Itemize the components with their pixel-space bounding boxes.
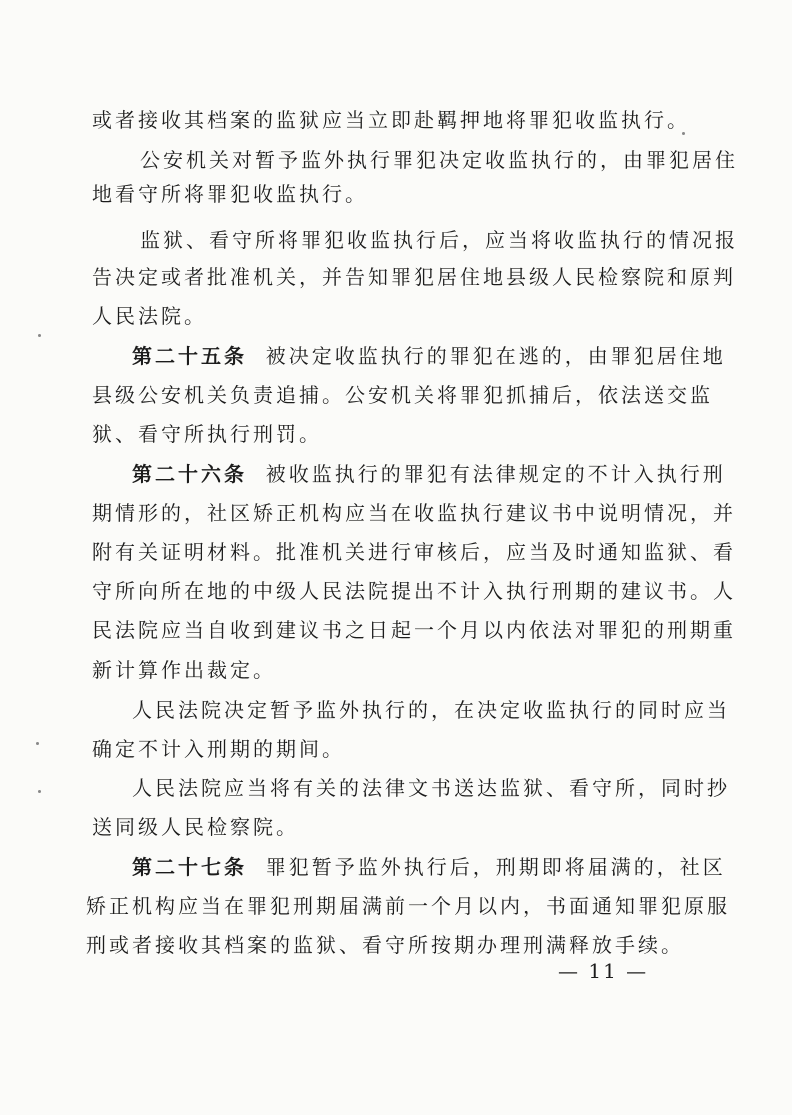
scan-speck (36, 742, 39, 745)
text-line: 告决定或者批准机关，并告知罪犯居住地县级人民检察院和原判 (92, 265, 736, 289)
scan-speck (38, 334, 41, 337)
text-line: 矫正机构应当在罪犯刑期届满前一个月以内，书面通知罪犯原服 (86, 894, 730, 918)
text-line: 县级公安机关负责追捕。公安机关将罪犯抓捕后，依法送交监 (92, 383, 713, 407)
article-text: 被决定收监执行的罪犯在逃的，由罪犯居住地 (265, 344, 726, 368)
text-line: 公安机关对暂予监外执行罪犯决定收监执行的，由罪犯居住 (140, 148, 738, 172)
text-line: 或者接收其档案的监狱应当立即赴羁押地将罪犯收监执行。 (92, 108, 690, 132)
article-text: 罪犯暂予监外执行后，刑期即将届满的，社区 (265, 855, 726, 879)
text-line: 附有关证明材料。批准机关进行审核后，应当及时通知监狱、看 (92, 540, 736, 564)
text-line: 刑或者接收其档案的监狱、看守所按期办理刑满释放手续。 (86, 933, 684, 957)
article-heading: 第二十七条 (132, 855, 247, 879)
text-line: 监狱、看守所将罪犯收监执行后，应当将收监执行的情况报 (140, 228, 738, 252)
text-line: 确定不计入刑期的期间。 (92, 737, 345, 761)
text-line: 地看守所将罪犯收监执行。 (92, 182, 368, 206)
article-heading: 第二十六条 (132, 462, 247, 486)
article-text: 被收监执行的罪犯有法律规定的不计入执行刑 (265, 462, 726, 486)
text-line: 人民法院。 (92, 304, 207, 328)
text-line: 民法院应当自收到建议书之日起一个月以内依法对罪犯的刑期重 (92, 618, 736, 642)
text-line: 人民法院应当将有关的法律文书送达监狱、看守所，同时抄 (132, 776, 730, 800)
page-number: — 11 — (558, 959, 649, 983)
article-heading: 第二十五条 (132, 344, 247, 368)
text-line: 新计算作出裁定。 (92, 658, 276, 682)
article-paragraph-line (132, 460, 726, 488)
text-line: 送同级人民检察院。 (92, 815, 299, 839)
scan-speck (38, 790, 41, 793)
text-line: 守所向所在地的中级人民法院提出不计入执行刑期的建议书。人 (92, 579, 736, 603)
text-line: 狱、看守所执行刑罚。 (92, 422, 322, 446)
text-line: 期情形的，社区矫正机构应当在收监执行建议书中说明情况，并 (92, 501, 736, 525)
text-line: 人民法院决定暂予监外执行的，在决定收监执行的同时应当 (132, 698, 730, 722)
article-paragraph-line (132, 342, 726, 370)
article-paragraph-line (132, 853, 726, 881)
scan-speck (682, 132, 685, 135)
